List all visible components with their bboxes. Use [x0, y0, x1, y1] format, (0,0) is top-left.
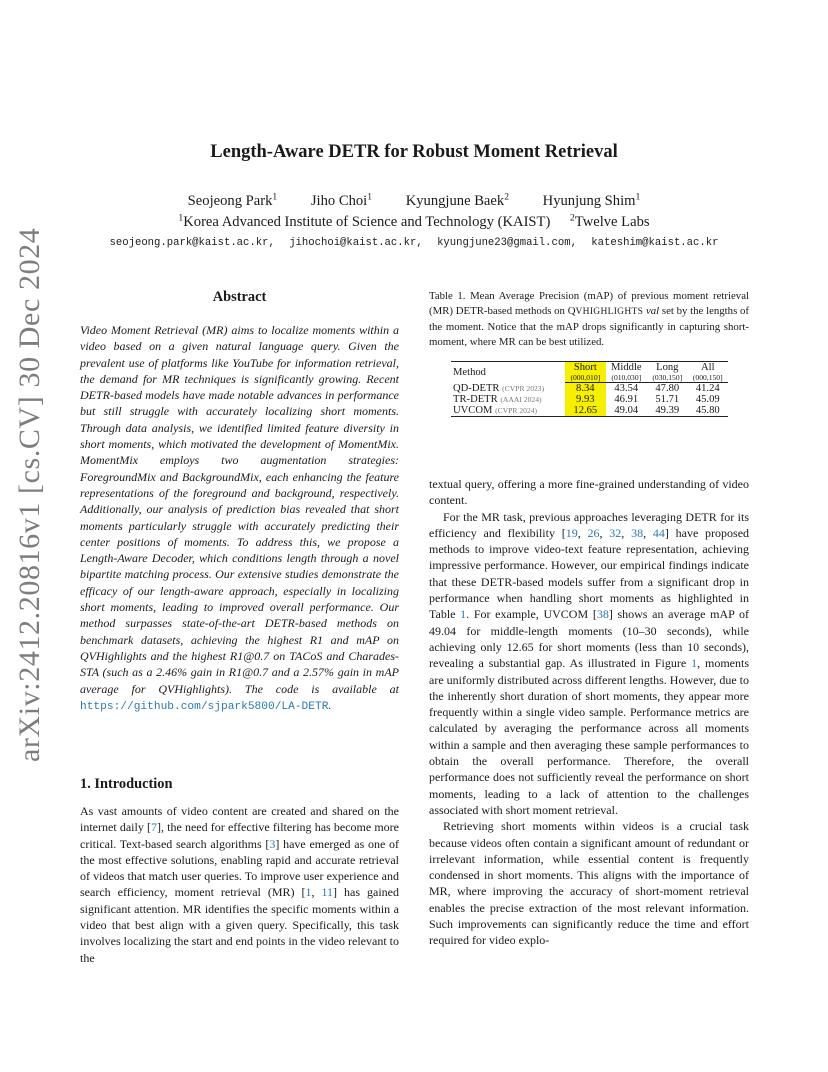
author: Jiho Choi$^1$	[310, 191, 373, 209]
table-caption: Table 1. Mean Average Precision (mAP) of previous moment retrieval (MR) DETR-based methods on QVHIGHLIGHTS val set by the lengths of the moment. Notice that the mAP drops significantly in capturing short-moment, where MR can be best utilized.	[429, 290, 750, 348]
email: seojeong.park@kaist.ac.kr,	[109, 237, 275, 249]
table-header: Short	[565, 362, 605, 374]
author-list	[0, 193, 828, 210]
citation-link[interactable]: 7	[150, 820, 157, 835]
table-range: (030,150]	[647, 373, 687, 383]
figure-link[interactable]: 1	[691, 656, 698, 671]
table-row: QD-DETR (CVPR 2023) 8.34 43.54 47.80 41.24	[453, 382, 720, 394]
citation-link[interactable]: 3	[269, 836, 276, 851]
arxiv-stamp: arXiv:2412.20816v1 [cs.CV] 30 Dec 2024	[13, 227, 46, 762]
citation-link[interactable]: 32	[609, 525, 622, 540]
paper-title: Length-Aware DETR for Robust Moment Retrieval	[210, 142, 618, 162]
table-range: (010,030]	[606, 373, 648, 383]
citation-link[interactable]: 38	[596, 607, 609, 622]
abstract-heading: Abstract	[212, 289, 267, 305]
citation-link[interactable]: 1	[305, 885, 312, 900]
citation-link[interactable]: 44	[652, 525, 665, 540]
email: kateshim@kaist.ac.kr	[591, 237, 719, 249]
citation-link[interactable]: 11	[321, 885, 334, 900]
results-table	[451, 361, 728, 417]
abstract-text: Video Moment Retrieval (MR) aims to localize moments within a video based on a given natural language query. Given the prevalent use of platforms like YouTube for information retrieval, the demand for MR techniques is significantly growing. Recent DETR-based models have made notable advances in performance but still struggle with accurately localizing short moments. Through data analysis, we identified limited feature diversity in short moments, which motivated the development of MomentMix. MomentMix employs two augmentation strategies: ForegroundMix and BackgroundMix, each enhancing the feature representations of the foreground and background, respectively. Additionally, our analysis of prediction bias revealed that short moments particularly struggle with accurately predicting their center positions of moments. To address this, we propose a Length-Aware Decoder, which conditions length through a novel bipartite matching process. Our extensive studies demonstrate the efficacy of our length-aware approach, especially in localizing short moments, leading to improved overall performance. Our method surpasses state-of-the-art DETR-based methods on benchmark datasets, achieving the highest R1 and mAP on QVHighlights and the highest R1@0.7 on TACoS and Charades-STA (such as a 2.46% gain in R1@0.7 and a 2.57% gain in mAP average for QVHighlights). The code is available at https://github.com/sjpark5800/LA-DETR.	[80, 323, 399, 713]
table-header: Middle	[606, 362, 648, 374]
affiliation: $^1$Korea Advanced Institute of Science and Technology (KAIST)	[178, 212, 551, 230]
affiliation-list	[0, 214, 828, 231]
email-list	[0, 237, 828, 249]
citation-link[interactable]: 26	[587, 525, 600, 540]
citation-link[interactable]: 38	[631, 525, 644, 540]
table-row: UVCOM (CVPR 2024) 12.65 49.04 49.39 45.80	[451, 405, 728, 417]
author: Seojeong Park$^1$	[187, 191, 278, 209]
table-range: (000,150]	[688, 373, 728, 383]
email: jihochoi@kaist.ac.kr,	[289, 237, 423, 249]
author: Kyungjune Baek$^2$	[405, 191, 509, 209]
citation-link[interactable]: 19	[565, 525, 578, 540]
table-row: TR-DETR (AAAI 2024) 9.93 46.91 51.71 45.09	[453, 394, 720, 405]
affiliation: $^2$Twelve Labs	[569, 212, 650, 230]
table-link[interactable]: 1	[460, 607, 467, 622]
paragraph: textual query, offering a more fine-grained understanding of video content.	[429, 477, 749, 508]
author: Hyunjung Shim$^1$	[542, 191, 641, 209]
paragraph: Retrieving short moments within videos is a crucial task because videos often contain a significant amount of redundant or irrelevant information, while essential content is frequently condensed in short moments. This aligns with the importance of MR, where improving the accuracy of short-moment retrieval enables the precise extraction of the most relevant information. Such improvements can significantly reduce the time and effort required for video explo-	[429, 819, 749, 948]
table-header-method: Method	[451, 362, 565, 383]
paragraph: For the MR task, previous approaches leveraging DETR for its efficiency and flexibility [19, 26, 32, 38, 44] have proposed methods to improve video-text feature representation, achieving impressive performance. However, our empirical findings indicate that these DETR-based models suffer from a significant drop in performance when handling short moments as highlighted in Table 1. For example, UVCOM [38] shows an average mAP of 49.04 for middle-length moments (10–30 seconds), while achieving only 12.65 for short moments (less than 10 seconds), revealing a substantial gap. As illustrated in Figure 1, moments are uniformly distributed across different lengths. However, due to the inherently short duration of short moments, they appear more frequently within a single video sample. Performance metrics are calculated by averaging the performance across all moments within a sample and then averaging these sample performances to obtain the overall performance. Therefore, the overall performance does not sufficiently reveal the performance on short moments, leading to a lack of attention to the challenges associated with short moment retrieval.	[429, 509, 750, 817]
table-header: Long	[647, 362, 687, 374]
intro-paragraph: As vast amounts of video content are created and shared on the internet daily [7], the need for effective filtering has become more critical. Text-based search algorithms [3] have emerged as one of the most effective solutions, enabling rapid and accurate retrieval of videos that match user queries. To improve user experience and search efficiency, moment retrieval (MR) [1, 11] has gained significant attention. MR identifies the specific moments within a video that best align with a given query. Specifically, this task involves localizing the start and end points in the video relevant to the	[80, 804, 400, 965]
email: kyungjune23@gmail.com,	[437, 237, 577, 249]
table-header: All	[688, 362, 728, 374]
right-column-body	[429, 476, 749, 949]
code-link[interactable]: https://github.com/sjpark5800/LA-DETR	[80, 700, 329, 713]
section-heading: 1. Introduction	[80, 776, 173, 792]
table-range: (000,010]	[565, 373, 605, 383]
